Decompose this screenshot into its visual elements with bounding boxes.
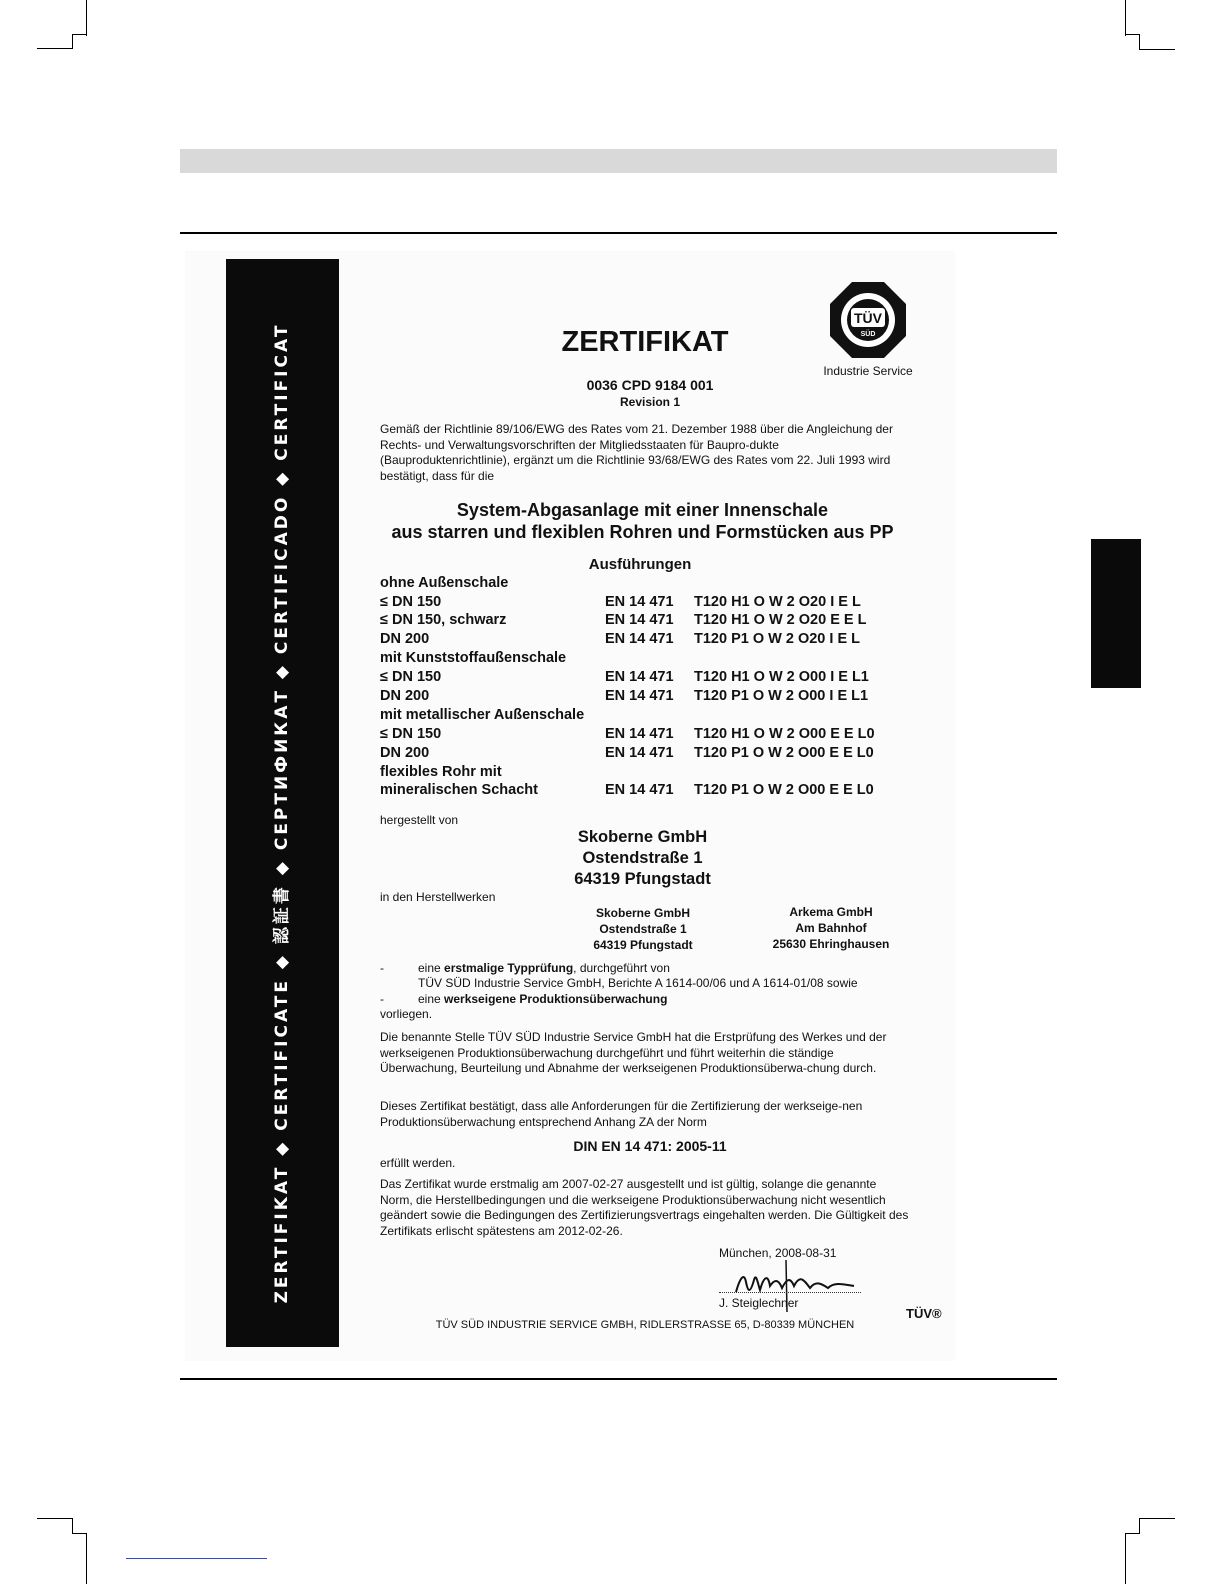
crop-mark [72, 34, 73, 48]
section-tab [1091, 539, 1141, 688]
plant1-city: 64319 Pfungstadt [593, 938, 693, 952]
product-title-line2: aus starren und flexiblen Rohren und Formstücken aus PP [391, 522, 894, 542]
signatory-name: J. Steiglechner [719, 1296, 799, 1310]
crop-mark [1139, 49, 1175, 50]
crop-mark [1139, 1518, 1140, 1534]
revision: Revision 1 [619, 395, 681, 409]
logo-mark: TÜV [854, 310, 882, 326]
spec-variant: ≤ DN 150, schwarz [380, 612, 507, 628]
vorliegen-text: vorliegen. [380, 1007, 433, 1021]
bullet-text [418, 961, 670, 976]
certificate-footer: TÜV SÜD INDUSTRIE SERVICE GMBH, RIDLERSTRASSE 65, D-80339 MÜNCHEN [435, 1319, 855, 1331]
spec-norm: EN 14 471 [605, 669, 674, 685]
spec-variant: mit metallischer Außenschale [380, 707, 585, 723]
spec-row [380, 669, 920, 688]
spec-row [380, 707, 920, 726]
crop-mark [86, 1533, 87, 1584]
spec-norm: EN 14 471 [605, 612, 674, 628]
bullet-text [418, 992, 667, 1007]
place-date: München, 2008-08-31 [719, 1246, 837, 1260]
spec-row [380, 745, 920, 764]
logo-sub: SÜD [860, 331, 876, 338]
header-band [180, 149, 1057, 173]
spec-designation: T120 H1 O W 2 O20 I E L [694, 594, 861, 610]
crop-mark [1125, 1533, 1140, 1534]
fulfilled-text: erfüllt werden. [380, 1156, 456, 1170]
certificate-title: ZERTIFIKAT [561, 326, 729, 358]
crop-mark [1139, 1518, 1175, 1519]
manufacturer-street: Ostendstraße 1 [582, 849, 703, 867]
spec-norm: EN 14 471 [605, 594, 674, 610]
spec-designation: T120 P1 O W 2 O00 E E L0 [694, 745, 874, 761]
crop-mark [72, 1533, 87, 1534]
spec-variant: ≤ DN 150 [380, 594, 442, 610]
spec-variant: flexibles Rohr mit [380, 764, 502, 780]
spec-variant: ohne Außenschale [380, 575, 509, 591]
crop-mark [1139, 34, 1140, 50]
certificate-side-strip [226, 259, 339, 1347]
bullet-bold: erstmalige Typprüfung [444, 961, 574, 975]
spec-row [380, 612, 920, 631]
spec-designation: T120 P1 O W 2 O00 E E L0 [694, 782, 874, 798]
spec-norm: EN 14 471 [605, 631, 674, 647]
spec-variant: mit Kunststoffaußenschale [380, 650, 567, 666]
plant2-city: 25630 Ehringhausen [772, 937, 890, 951]
validity-paragraph: Das Zertifikat wurde erstmalig am 2007-02-27 ausgestellt und ist gültig, solange die genannte Norm, die Herstellbedingungen und die werkseigene Produktionsüberwachung nicht wesentlich geändert sowie die Bedingungen des Zertifizierungsvertrags eingehalten werden. Die Gültigkeit des Zertifikats erlischt spätestens am 2012-02-26. [380, 1177, 909, 1238]
product-title-line1: System-Abgasanlage mit einer Innenschale [456, 500, 829, 520]
strip-text: ZERTIFIKAT ◆ CERTIFICATE ◆ 認証書 ◆ СЕРТИФИКАТ ◆ CERTIFICADO ◆ CERTIFICAT [272, 322, 292, 1304]
crop-mark [72, 1518, 73, 1534]
bullet-post: , durchgeführt von [573, 961, 670, 975]
spec-row [380, 782, 920, 801]
spec-row [380, 594, 920, 613]
manufacturer-city: 64319 Pfungstadt [574, 870, 711, 888]
spec-designation: T120 P1 O W 2 O00 I E L1 [694, 688, 869, 704]
logo-caption: Industrie Service [823, 364, 913, 378]
spec-designation: T120 H1 O W 2 O20 E E L [694, 612, 867, 628]
spec-norm: EN 14 471 [605, 688, 674, 704]
spec-row [380, 631, 920, 650]
spec-variant: DN 200 [380, 688, 430, 704]
standard-reference: DIN EN 14 471: 2005-11 [573, 1138, 727, 1154]
signature-line [719, 1292, 861, 1293]
spec-norm: EN 14 471 [605, 726, 674, 742]
plant1-street: Ostendstraße 1 [599, 922, 687, 936]
plant1-name: Skoberne GmbH [595, 906, 691, 920]
intro-paragraph: Gemäß der Richtlinie 89/106/EWG des Rates vom 21. Dezember 1988 über die Angleichung der Rechts- und Verwaltungsvorschriften der Mitgliedsstaaten für Baupro-dukte (Bauproduktenrichtlinie), ergänzt um die Richtlinie 93/68/EWG des Rates vom 22. Juli 1993 wird bestätigt, dass für die [380, 422, 893, 483]
tuv-sud-logo-icon [829, 281, 907, 359]
bullet-pre: eine [418, 961, 445, 975]
notified-body-paragraph: Die benannte Stelle TÜV SÜD Industrie Service GmbH hat die Erstprüfung des Werkes und der werkseigenen Produktionsüberwachung durchgeführt und führt weiterhin die ständige Überwachung, Beurteilung und Abnahme der werkseigenen Produktionsüberwa-chung durch. [380, 1030, 887, 1075]
spec-variant: DN 200 [380, 631, 430, 647]
spec-variant: mineralischen Schacht [380, 782, 538, 798]
confirmation-paragraph: Dieses Zertifikat bestätigt, dass alle Anforderungen für die Zertifizierung der werkseige-nen Produktionsüberwachung entsprechend Anhang ZA der Norm [380, 1099, 863, 1129]
crop-mark [37, 48, 73, 49]
certificate-number: 0036 CPD 9184 001 [586, 377, 714, 393]
crop-mark [1125, 34, 1140, 35]
spec-variant: ≤ DN 150 [380, 726, 442, 742]
spec-row [380, 688, 920, 707]
variants-heading: Ausführungen [588, 556, 692, 573]
spec-row [380, 575, 920, 594]
spec-row [380, 726, 920, 745]
bullet-dash: - [380, 992, 384, 1006]
spec-variant: ≤ DN 150 [380, 669, 442, 685]
bullet-production-control [380, 992, 910, 1008]
bullet-type-test-continued: TÜV SÜD Industrie Service GmbH, Berichte A 1614-00/06 und A 1614-01/08 sowie [418, 976, 858, 990]
bullet-type-test [380, 961, 910, 977]
plants-label: in den Herstellwerken [380, 890, 496, 904]
spec-row [380, 764, 920, 783]
manufacturer-name: Skoberne GmbH [577, 828, 708, 846]
spec-variant: DN 200 [380, 745, 430, 761]
spec-designation: T120 H1 O W 2 O00 E E L0 [694, 726, 875, 742]
bullet-dash: - [380, 961, 384, 975]
top-rule [180, 232, 1057, 234]
crop-mark [37, 1518, 73, 1519]
plant2-name: Arkema GmbH [789, 905, 873, 919]
spec-designation: T120 P1 O W 2 O20 I E L [694, 631, 861, 647]
crop-mark [72, 34, 87, 35]
tuv-mark: TÜV® [906, 1306, 942, 1321]
spec-designation: T120 H1 O W 2 O00 I E L1 [694, 669, 869, 685]
crop-mark [1125, 1533, 1126, 1584]
footnote-link-underline[interactable] [126, 1558, 267, 1559]
spec-row [380, 650, 920, 669]
manufactured-by-label: hergestellt von [380, 813, 459, 827]
plant2-street: Am Bahnhof [795, 921, 867, 935]
crop-mark [1125, 0, 1126, 36]
bottom-rule [180, 1378, 1057, 1380]
spec-norm: EN 14 471 [605, 782, 674, 798]
bullet-pre: eine [418, 992, 445, 1006]
crop-mark [86, 0, 87, 36]
spec-norm: EN 14 471 [605, 745, 674, 761]
bullet-bold: werkseigene Produktionsüberwachung [444, 992, 668, 1006]
